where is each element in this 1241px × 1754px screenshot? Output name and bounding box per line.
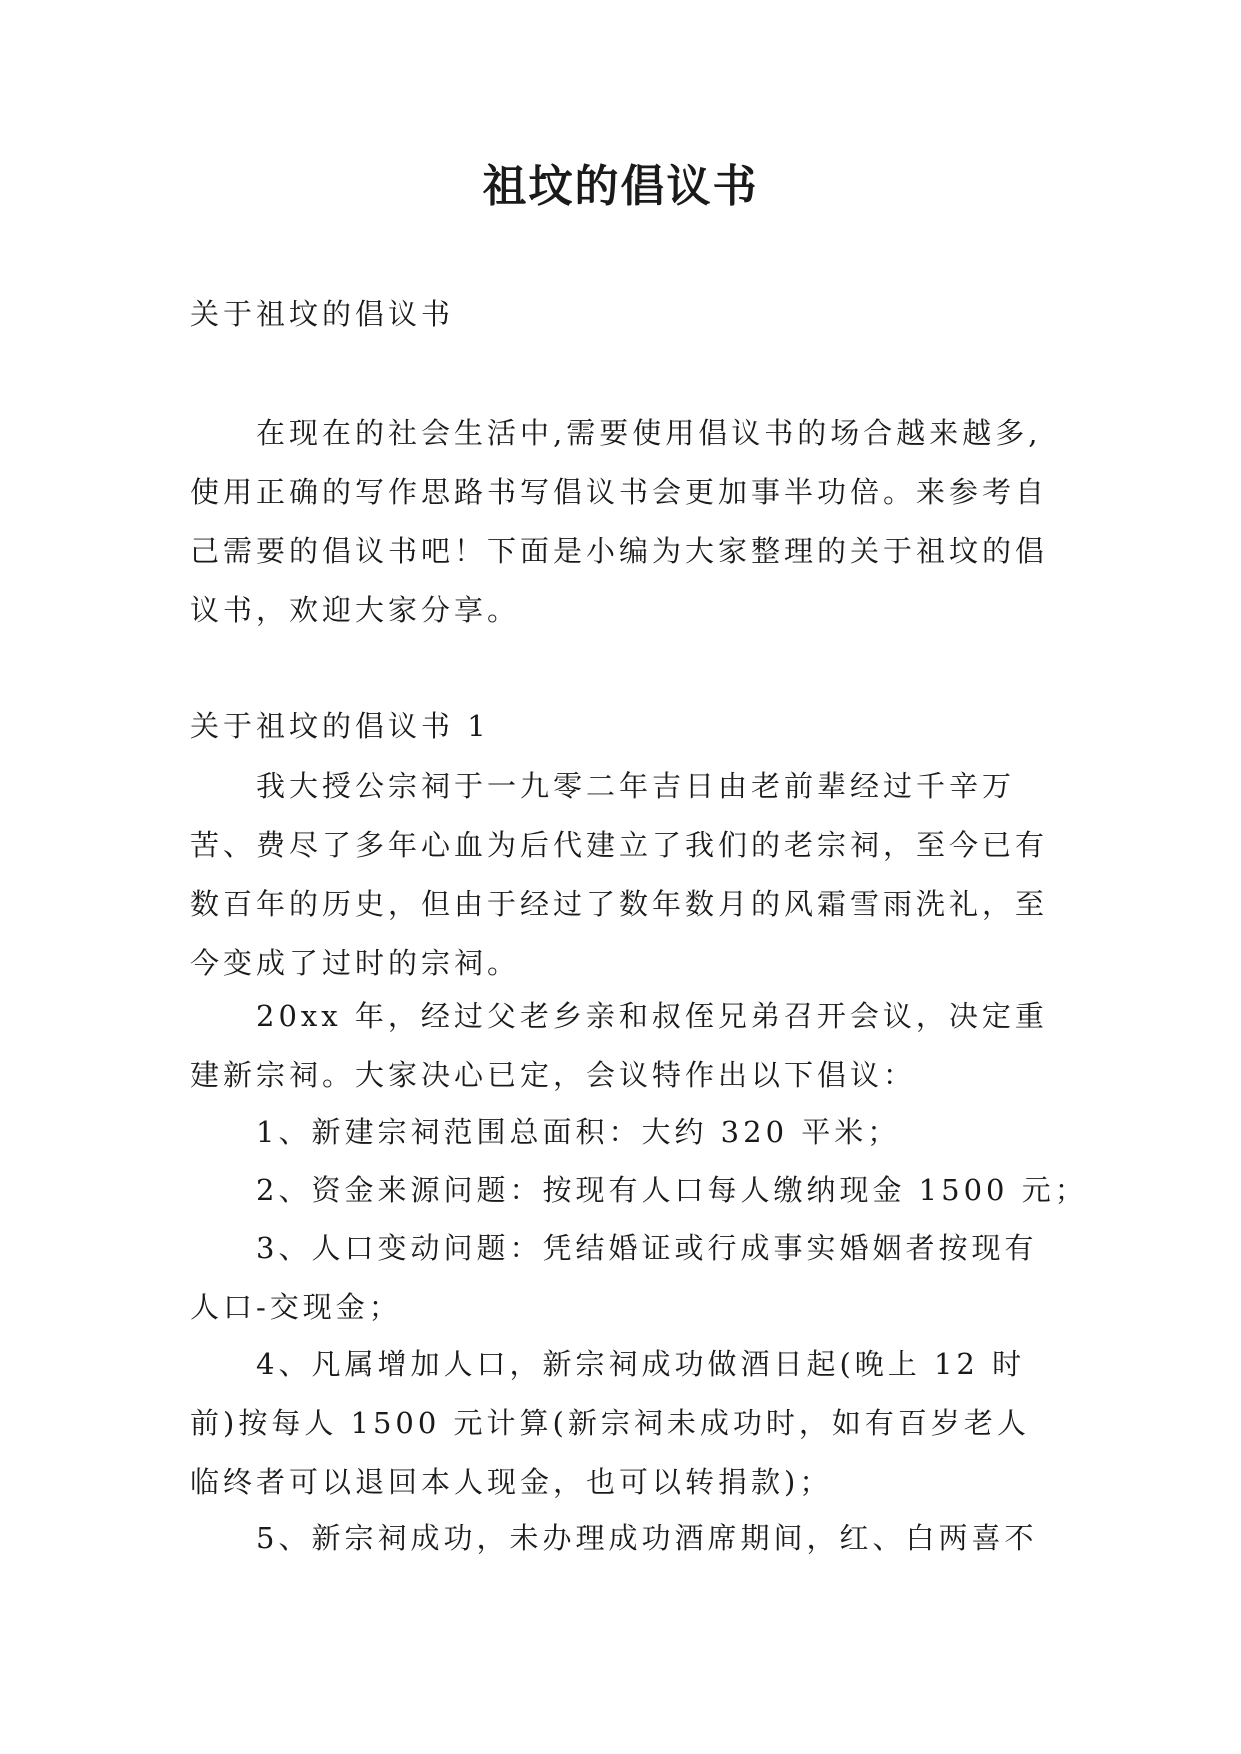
list-item-2: 2、资金来源问题：按现有人口每人缴纳现金 1500 元；	[256, 1173, 1088, 1207]
list-item-5: 5、新宗祠成功，未办理成功酒席期间，红、白两喜不	[256, 1521, 1038, 1555]
list-item-1: 1、新建宗祠范围总面积：大约 320 平米；	[256, 1115, 901, 1149]
section-heading: 关于祖坟的倡议书 1	[190, 709, 490, 743]
intro-paragraph: 在现在的社会生活中,需要使用倡议书的场合越来越多,使用正确的写作思路书写倡议书会更加事半功倍。来参考自己需要的倡议书吧！下面是小编为大家整理的关于祖坟的倡议书，欢迎大家分享。	[190, 416, 1049, 627]
list-item-3: 3、人口变动问题：凭结婚证或行成事实婚姻者按现有人口-交现金；	[190, 1231, 1038, 1324]
paragraph-decision: 20xx 年，经过父老乡亲和叔侄兄弟召开会议，决定重建新宗祠。大家决心已定，会议特作出以下倡议：	[190, 999, 1048, 1092]
paragraph-history: 我大授公宗祠于一九零二年吉日由老前辈经过千辛万苦、费尽了多年心血为后代建立了我们的老宗祠，至今已有数百年的历史，但由于经过了数年数月的风霜雪雨洗礼，至今变成了过时的宗祠。	[190, 769, 1049, 980]
list-item-4: 4、凡属增加人口，新宗祠成功做酒日起(晚上 12 时前)按每人 1500 元计算(新宗祠未成功时，如有百岁老人临终者可以退回本人现金，也可以转捐款)；	[190, 1347, 1030, 1499]
document-title: 祖坟的倡议书	[482, 161, 759, 212]
document-subtitle: 关于祖坟的倡议书	[190, 297, 455, 331]
